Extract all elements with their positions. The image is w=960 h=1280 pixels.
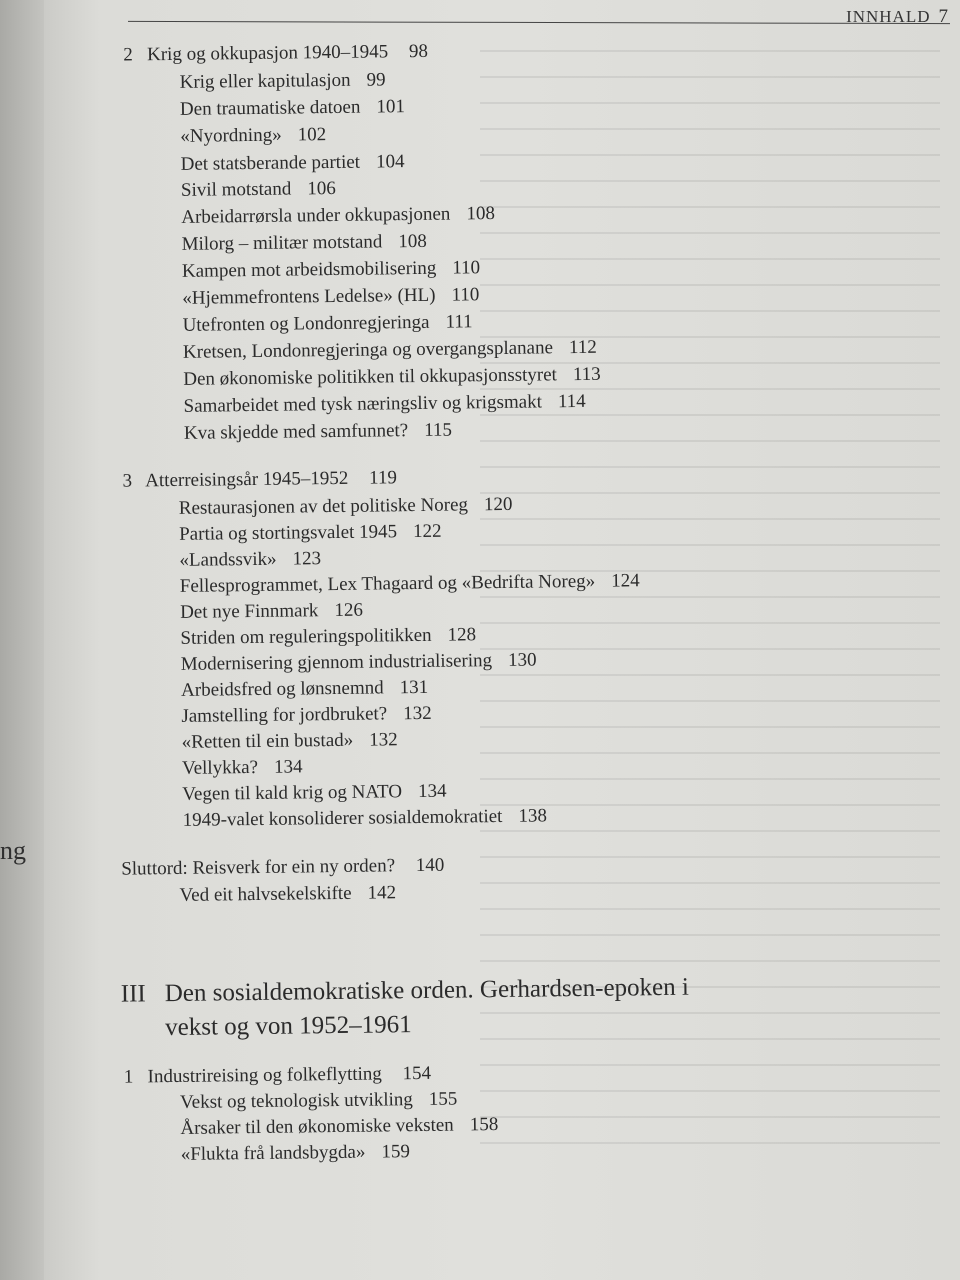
sluttord-heading: [121, 855, 444, 881]
entry-title: Kampen mot arbeidsmobilisering: [181, 257, 437, 282]
chapter-number: 2: [123, 44, 133, 66]
entry-title: Krig eller kapitulasjon: [179, 69, 351, 93]
entry-page: 114: [557, 390, 586, 413]
entry-title: Arbeidarrørsla under okkupasjonen: [181, 203, 451, 228]
chapter-page: 140: [415, 854, 445, 877]
entry-page: 159: [381, 1141, 411, 1163]
chapter-title: Industrireising og folkeflytting: [147, 1063, 382, 1088]
toc-entry: [181, 650, 537, 676]
entry-page: 132: [403, 702, 432, 725]
chapter-2-heading: [123, 41, 428, 67]
entry-page: 142: [367, 882, 397, 904]
entry-title: «Hjemmefrontens Ledelse» (HL): [182, 284, 436, 309]
toc-entry: [181, 178, 336, 202]
entry-title: Ved eit halvsekelskifte: [179, 882, 352, 906]
entry-page: 115: [424, 419, 453, 441]
entry-page: 131: [399, 676, 429, 699]
entry-title: Det statsberande partiet: [180, 151, 361, 175]
entry-title: Årsaker til den økonomiske veksten: [180, 1114, 454, 1139]
toc-entry: [182, 756, 303, 779]
chapter-3-heading: [122, 467, 397, 492]
entry-page: 110: [452, 257, 481, 279]
entry-page: 104: [375, 151, 405, 173]
entry-page: 132: [369, 729, 398, 751]
entry-title: 1949-valet konsoliderer sosialdemokratiet: [182, 805, 503, 831]
entry-page: 110: [451, 284, 480, 306]
toc-entry: [180, 624, 476, 650]
toc-entry: [183, 391, 585, 418]
toc-entry: [180, 1089, 457, 1114]
entry-title: Striden om reguleringspolitikken: [180, 624, 432, 649]
entry-title: Restaurasjonen av det politiske Noreg: [178, 494, 469, 519]
entry-title: Kva skjedde med samfunnet?: [183, 420, 409, 444]
toc-entry: [183, 364, 601, 391]
entry-page: 122: [412, 520, 442, 543]
entry-page: 134: [417, 780, 447, 803]
chapter-page: 98: [408, 40, 429, 63]
entry-title: Vekst og teknologisk utvikling: [179, 1089, 413, 1113]
entry-title: «Flukta frå landsbygda»: [180, 1141, 366, 1165]
toc-entry: [182, 781, 446, 806]
entry-title: Modernisering gjennom industrialisering: [180, 650, 493, 675]
entry-title: Den traumatiske datoen: [179, 96, 361, 120]
entry-title: Sivil motstand: [180, 178, 292, 201]
part-title-line-2: vekst og von 1952–1961: [165, 1011, 412, 1042]
toc-entry: [184, 420, 452, 445]
toc-entry: [180, 124, 326, 148]
entry-title: Det nye Finnmark: [179, 600, 319, 623]
part-title-line-1: Den sosialdemokratiske orden. Gerhardsen-epoken i: [164, 973, 690, 1008]
entry-page: 138: [518, 805, 548, 827]
toc-entry: [182, 311, 472, 337]
entry-page: 158: [469, 1114, 499, 1136]
entry-page: 120: [483, 493, 513, 516]
toc-entry: [181, 677, 428, 702]
chapter-title: Krig og okkupasjon 1940–1945: [146, 41, 389, 66]
facing-page-fragment: ng: [0, 836, 26, 865]
entry-title: Partia og stortingsvalet 1945: [179, 521, 398, 545]
toc-entry: [181, 703, 432, 728]
entry-page: 101: [376, 96, 406, 118]
chapter-number: 1: [123, 1066, 134, 1088]
entry-title: «Landssvik»: [179, 548, 277, 571]
chapter-number: 3: [122, 470, 133, 492]
chapter-title: Sluttord: Reisverk for ein ny orden?: [121, 855, 396, 880]
toc-entry: [182, 231, 428, 256]
toc-entry: [181, 1141, 410, 1166]
entry-page: 128: [447, 624, 477, 646]
entry-page: 126: [334, 599, 364, 622]
entry-title: Den økonomiske politikken til okkupasjonsstyret: [183, 364, 558, 390]
chapter-title: Atterreisingsår 1945–1952: [145, 467, 349, 492]
toc-entry: [182, 729, 398, 754]
entry-title: Utefronten og Londonregjeringa: [182, 311, 430, 336]
entry-title: Jamstelling for jordbruket?: [181, 703, 388, 727]
running-header-label: INNHALD: [846, 7, 931, 26]
entry-page: 108: [398, 230, 427, 253]
toc-entry: [179, 494, 513, 520]
part3-chapter-1-heading: [124, 1063, 432, 1089]
entry-page: 134: [273, 756, 303, 778]
entry-page: 108: [466, 203, 496, 225]
toc-entry: [183, 337, 597, 364]
entry-page: 106: [307, 177, 336, 200]
toc-entry: [182, 284, 479, 310]
chapter-page: 154: [402, 1062, 432, 1085]
entry-title: Samarbeidet med tysk næringsliv og krigsmakt: [183, 391, 543, 417]
entry-title: Vegen til kald krig og NATO: [182, 781, 403, 805]
toc-entry: [179, 882, 396, 907]
entry-page: 124: [611, 570, 640, 592]
entry-page: 123: [292, 548, 322, 570]
entry-title: «Nyordning»: [180, 124, 282, 147]
toc-entry: [180, 570, 640, 598]
entry-page: 130: [507, 649, 537, 671]
entry-title: Milorg – militær motstand: [181, 231, 383, 255]
part-number: III: [120, 980, 146, 1008]
toc-entry: [180, 96, 405, 121]
entry-title: «Retten til ein bustad»: [181, 729, 354, 753]
toc-entry: [180, 69, 386, 94]
entry-title: Arbeidsfred og lønsnemnd: [180, 677, 384, 701]
entry-title: Fellesprogrammet, Lex Thagaard og «Bedrifta Noreg»: [179, 570, 596, 597]
toc-entry: [182, 257, 480, 283]
entry-page: 99: [366, 69, 386, 91]
toc-entry: [180, 1114, 498, 1140]
entry-page: 102: [297, 124, 327, 146]
entry-page: 113: [572, 363, 601, 386]
entry-page: 112: [568, 336, 597, 359]
toc-entry: [180, 600, 363, 624]
entry-title: Vellykka?: [181, 756, 259, 779]
toc-entry: [179, 521, 442, 546]
toc-entry: [181, 203, 495, 229]
toc-entry: [183, 805, 547, 831]
toc-entry: [179, 548, 321, 572]
toc-entry: [181, 151, 405, 176]
page-number: 7: [938, 6, 948, 27]
entry-page: 111: [445, 311, 473, 333]
entry-title: Kretsen, Londonregjeringa og overgangsplanane: [182, 337, 554, 363]
entry-page: 155: [428, 1088, 458, 1110]
chapter-page: 119: [368, 467, 398, 489]
